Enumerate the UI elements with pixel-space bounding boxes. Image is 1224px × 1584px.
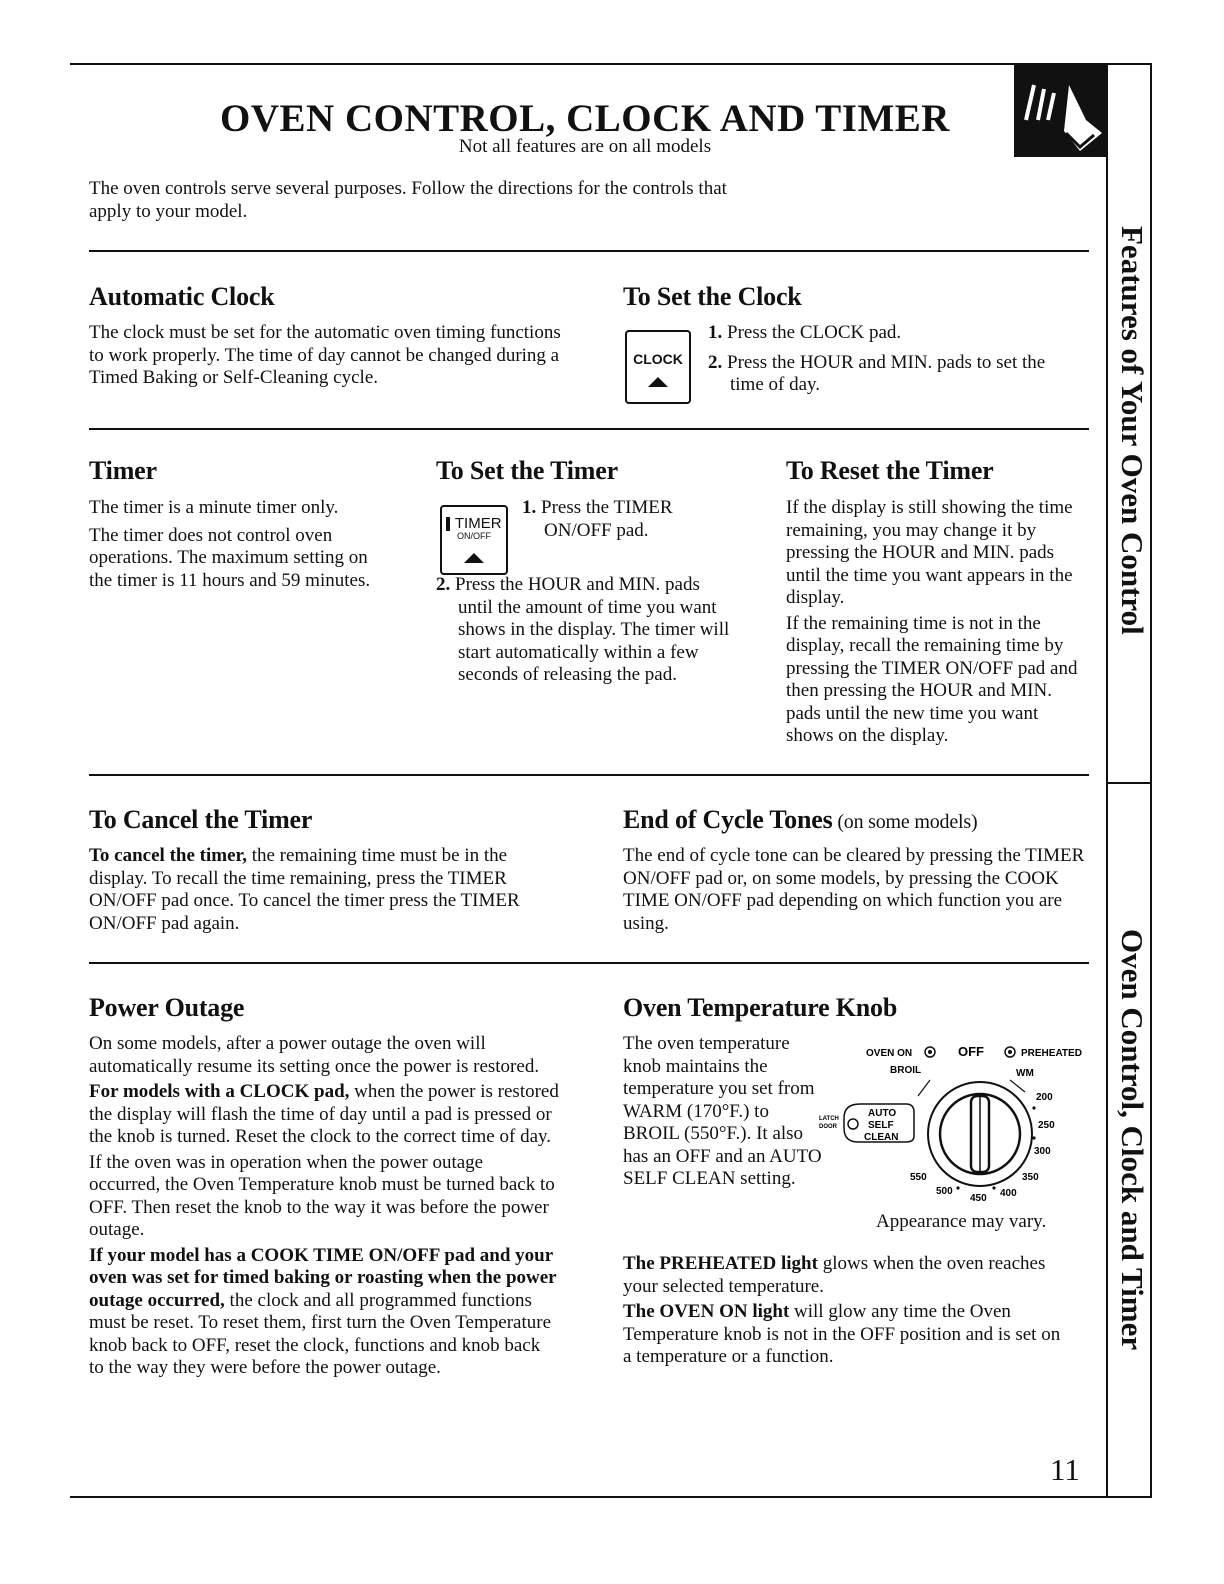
set-clock-steps: 1. Press the CLOCK pad. 2. Press the HOUR and MIN. pads to set the time of day. (708, 322, 1046, 395)
knob-label-300: 300 (1034, 1146, 1051, 1157)
preheated-light-text: The PREHEATED light glows when the oven reaches your selected temperature. (623, 1253, 1046, 1297)
timer-text (89, 497, 389, 595)
temp-knob-text: The oven temperature knob maintains the temperature you set from WARM (170°F.) to BROIL (550°F.). It also has an OFF and an AUTO SELF CLEAN setting. (623, 1033, 822, 1189)
cancel-timer-text: To cancel the timer, the remaining time must be in the display. To recall the time remaining, press the TIMER ON/OFF pad once. To cancel the timer press the TIMER ON/OFF pad again. (89, 845, 520, 934)
temp-knob-heading: Oven Temperature Knob (623, 993, 898, 1022)
automatic-clock-heading: Automatic Clock (89, 282, 275, 311)
top-rule (70, 63, 1152, 65)
section-rule-2 (89, 428, 1089, 430)
section-rule-4 (89, 962, 1089, 964)
reset-timer-p1: If the display is still showing the time remaining, you may change it by pressing the HOUR and MIN. pads until the time you want appears in the display. (786, 497, 1073, 608)
end-tones-text: The end of cycle tone can be cleared by pressing the TIMER ON/OFF pad or, on some models, by pressing the COOK TIME ON/OFF pad depending on which function you are using. (623, 845, 1085, 934)
pad-arrow-icon (648, 377, 668, 387)
oven-feature-icon (1014, 65, 1107, 157)
timer-pad (440, 505, 508, 575)
knob-label-latch: LATCH (819, 1116, 839, 1122)
knob-label-off: OFF (958, 1044, 984, 1059)
knob-label-self: SELF (868, 1120, 894, 1131)
reset-timer-text (786, 497, 1088, 751)
knob-label-500: 500 (936, 1186, 953, 1197)
knob-label-auto: AUTO (868, 1108, 897, 1119)
knob-label-550: 550 (910, 1172, 927, 1183)
timer-p2: The timer does not control oven operations. The maximum setting on the timer is 11 hours and 59 minutes. (89, 524, 371, 591)
set-clock-step2: Press the HOUR and MIN. pads to set the time of day. (727, 351, 1046, 395)
set-timer-step2: 2. Press the HOUR and MIN. pads until the amount of time you want shows in the display. The timer will start automatically within a few seconds of releasing the pad. (436, 574, 730, 685)
knob-label-door: DOOR (819, 1124, 837, 1130)
page-subtitle: Not all features are on all models (458, 136, 712, 157)
set-timer-step1: 1. Press the TIMER ON/OFF pad. (522, 497, 673, 541)
sidebar-tab-features: Features of Your Oven Control (1115, 225, 1150, 635)
reset-timer-heading: To Reset the Timer (786, 456, 994, 485)
pad-arrow-icon (464, 553, 484, 563)
timer-pad-sub: ON/OFF (457, 531, 491, 542)
power-outage-p4: If your model has a COOK TIME ON/OFF pad and your oven was set for timed baking or roasting when the power outage occurred, the clock and all programmed functions must be reset. To reset them, first turn the Oven Temperature knob back to OFF, reset the clock, functions and knob back to the way they were before the power outage. (89, 1244, 557, 1378)
clock-pad-label: CLOCK (633, 351, 683, 367)
timer-heading: Timer (89, 456, 157, 485)
page-title: OVEN CONTROL, CLOCK AND TIMER (220, 97, 950, 140)
power-outage-p1: On some models, after a power outage the oven will automatically resume its setting once the power is restored. (89, 1033, 540, 1077)
knob-caption: Appearance may vary. (876, 1211, 1047, 1232)
knob-label-broil: BROIL (890, 1065, 922, 1076)
power-outage-p2: For models with a CLOCK pad, when the power is restored the display will flash the time of day until a pad is pressed or the knob is turned. Reset the clock to the correct time of day. (89, 1081, 559, 1147)
intro-text: The oven controls serve several purposes. Follow the directions for the controls that apply to your model. (89, 178, 727, 222)
clock-pad (625, 330, 691, 404)
sidebar-right-rule (1150, 63, 1152, 1498)
automatic-clock-text: The clock must be set for the automatic oven timing functions to work properly. The time of day cannot be changed during a Timed Baking or Self-Cleaning cycle. (89, 322, 561, 388)
knob-label-400: 400 (1000, 1188, 1017, 1199)
knob-label-preheated: PREHEATED (1021, 1048, 1082, 1059)
set-clock-heading: To Set the Clock (623, 282, 802, 311)
sidebar-divider (1106, 782, 1152, 784)
timer-pad-label: TIMER (454, 515, 502, 532)
knob-label-clean: CLEAN (864, 1132, 899, 1143)
knob-label-wm: WM (1016, 1068, 1034, 1079)
section-rule-1 (89, 250, 1089, 252)
knob-label-250: 250 (1038, 1120, 1055, 1131)
end-tones-heading: End of Cycle Tones (on some models) (623, 805, 978, 834)
knob-label-oven-on: OVEN ON (866, 1048, 913, 1059)
knob-label-200: 200 (1036, 1092, 1053, 1103)
oven-on-light-text: The OVEN ON light will glow any time the Oven Temperature knob is not in the OFF position and is set on a temperature or a function. (623, 1301, 1061, 1367)
knob-label-450: 450 (970, 1193, 987, 1204)
set-clock-step1: Press the CLOCK pad. (727, 322, 902, 343)
knob-label-350: 350 (1022, 1172, 1039, 1183)
page-number: 11 (1050, 1452, 1080, 1487)
power-outage-heading: Power Outage (89, 993, 245, 1022)
oven-knob-diagram (810, 1038, 1090, 1208)
power-outage-text (89, 1033, 559, 1383)
reset-timer-p2: If the remaining time is not in the display, recall the remaining time by pressing the TIMER ON/OFF pad and then pressing the HOUR and MIN. pads until the new time you want shows on the display. (786, 612, 1078, 746)
bottom-rule (70, 1496, 1152, 1498)
cancel-timer-heading: To Cancel the Timer (89, 805, 313, 834)
temp-knob-lights-text (623, 1253, 1063, 1372)
section-rule-3 (89, 774, 1089, 776)
timer-p1: The timer is a minute timer only. (89, 497, 339, 518)
power-outage-p3: If the oven was in operation when the power outage occurred, the Oven Temperature knob must be turned back to OFF. Then reset the knob to the way it was before the power outage. (89, 1151, 555, 1240)
set-timer-heading: To Set the Timer (436, 456, 618, 485)
sidebar-tab-oven-control: Oven Control, Clock and Timer (1115, 929, 1150, 1351)
